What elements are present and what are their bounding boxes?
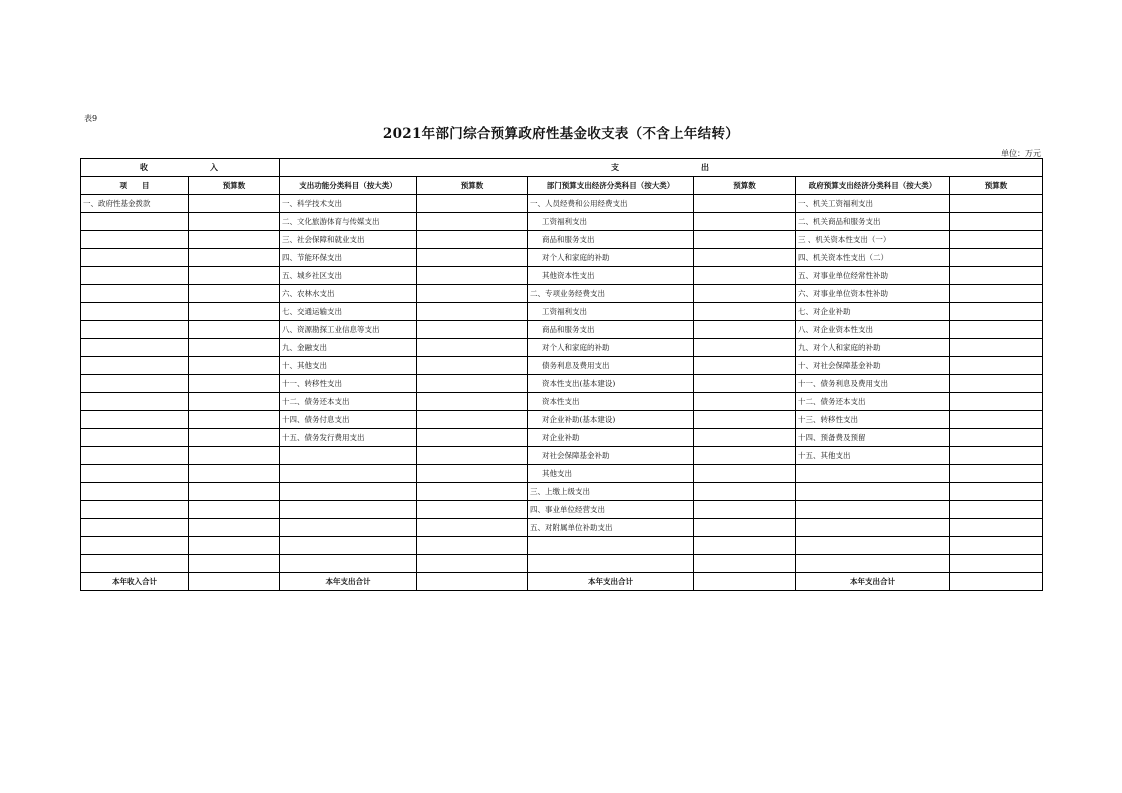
budget-header-3: 预算数 [694,177,796,195]
dept-econ-cell: 债务利息及费用支出 [528,357,694,375]
func-budget-cell [417,465,528,483]
dept-econ-cell: 其他资本性支出 [528,267,694,285]
budget-header-1: 预算数 [189,177,280,195]
income-cell [81,519,189,537]
gov-econ-cell: 四、机关资本性支出（二） [796,249,950,267]
gov-econ-budget-cell [950,195,1043,213]
income-cell [81,411,189,429]
gov-econ-cell [796,483,950,501]
func-budget-cell [417,339,528,357]
totals-row [81,573,1043,591]
dept-econ-budget-cell [694,465,796,483]
gov-econ-budget-cell [950,267,1043,285]
table-row [81,267,1043,285]
income-budget-cell [189,483,280,501]
gov-econ-class-header: 政府预算支出经济分类科目（按大类） [796,177,950,195]
gov-econ-budget-cell [950,339,1043,357]
income-cell [81,285,189,303]
income-total-label: 本年收入合计 [81,573,189,591]
gov-econ-cell [796,537,950,555]
table-row [81,339,1043,357]
table-row [81,411,1043,429]
func-budget-cell [417,555,528,573]
dept-econ-budget-cell [694,357,796,375]
dept-econ-budget-cell [694,483,796,501]
table-row [81,231,1043,249]
item-header: 项 目 [81,177,189,195]
income-cell [81,267,189,285]
gov-econ-budget-cell [950,285,1043,303]
income-cell [81,429,189,447]
dept-econ-budget-cell [694,249,796,267]
expense-total-value-1 [417,573,528,591]
dept-econ-cell: 工资福利支出 [528,213,694,231]
dept-econ-cell: 对企业补助(基本建设) [528,411,694,429]
gov-econ-budget-cell [950,213,1043,231]
dept-econ-budget-cell [694,213,796,231]
income-cell [81,249,189,267]
gov-econ-cell [796,555,950,573]
table-row [81,321,1043,339]
func-budget-cell [417,393,528,411]
func-class-cell: 四、节能环保支出 [280,249,417,267]
dept-econ-budget-cell [694,519,796,537]
func-class-cell: 九、金融支出 [280,339,417,357]
table-row [81,501,1043,519]
dept-econ-budget-cell [694,321,796,339]
dept-econ-budget-cell [694,375,796,393]
dept-econ-cell: 对社会保障基金补助 [528,447,694,465]
income-cell [81,501,189,519]
income-budget-cell [189,537,280,555]
table-row [81,357,1043,375]
func-budget-cell [417,537,528,555]
gov-econ-budget-cell [950,411,1043,429]
income-budget-cell [189,393,280,411]
dept-econ-budget-cell [694,501,796,519]
gov-econ-cell: 十四、预备费及预留 [796,429,950,447]
gov-econ-cell: 五、对事业单位经常性补助 [796,267,950,285]
dept-econ-budget-cell [694,447,796,465]
gov-econ-budget-cell [950,447,1043,465]
income-cell: 一、政府性基金拨款 [81,195,189,213]
dept-econ-budget-cell [694,285,796,303]
gov-econ-budget-cell [950,519,1043,537]
dept-econ-cell: 对企业补助 [528,429,694,447]
table-row [81,537,1043,555]
dept-econ-budget-cell [694,267,796,285]
func-budget-cell [417,213,528,231]
func-class-cell [280,501,417,519]
func-class-cell: 十二、债务还本支出 [280,393,417,411]
dept-econ-budget-cell [694,393,796,411]
func-budget-cell [417,429,528,447]
header-row-2 [81,177,1043,195]
func-budget-cell [417,483,528,501]
table-row [81,303,1043,321]
budget-header-2: 预算数 [417,177,528,195]
income-budget-cell [189,357,280,375]
dept-econ-cell: 四、事业单位经营支出 [528,501,694,519]
budget-table [80,158,1043,591]
dept-econ-cell [528,555,694,573]
income-budget-cell [189,303,280,321]
func-budget-cell [417,447,528,465]
dept-econ-class-header: 部门预算支出经济分类科目（按大类） [528,177,694,195]
table-row [81,519,1043,537]
func-class-cell: 一、科学技术支出 [280,195,417,213]
income-header: 收 入 [81,159,280,177]
func-class-cell [280,465,417,483]
table-row [81,429,1043,447]
dept-econ-cell: 对个人和家庭的补助 [528,249,694,267]
income-budget-cell [189,519,280,537]
income-budget-cell [189,267,280,285]
income-cell [81,555,189,573]
income-budget-cell [189,411,280,429]
dept-econ-cell: 对个人和家庭的补助 [528,339,694,357]
income-cell [81,537,189,555]
dept-econ-cell: 三、上缴上级支出 [528,483,694,501]
table-row [81,249,1043,267]
func-class-cell [280,555,417,573]
func-class-cell: 五、城乡社区支出 [280,267,417,285]
func-budget-cell [417,411,528,429]
table-row [81,285,1043,303]
gov-econ-cell [796,465,950,483]
dept-econ-cell: 资本性支出(基本建设) [528,375,694,393]
gov-econ-cell: 十一、债务利息及费用支出 [796,375,950,393]
dept-econ-budget-cell [694,339,796,357]
dept-econ-budget-cell [694,231,796,249]
gov-econ-cell: 六、对事业单位资本性补助 [796,285,950,303]
gov-econ-budget-cell [950,555,1043,573]
income-cell [81,321,189,339]
func-budget-cell [417,249,528,267]
table-row [81,555,1043,573]
income-cell [81,339,189,357]
income-budget-cell [189,465,280,483]
func-budget-cell [417,375,528,393]
table-row [81,195,1043,213]
table-number: 表9 [84,114,98,123]
func-class-cell: 八、资源勘探工业信息等支出 [280,321,417,339]
func-class-cell: 十四、债务付息支出 [280,411,417,429]
gov-econ-budget-cell [950,375,1043,393]
dept-econ-budget-cell [694,303,796,321]
dept-econ-budget-cell [694,555,796,573]
dept-econ-cell [528,537,694,555]
income-budget-cell [189,321,280,339]
func-class-cell [280,537,417,555]
dept-econ-budget-cell [694,537,796,555]
income-budget-cell [189,375,280,393]
func-budget-cell [417,357,528,375]
func-class-cell: 二、文化旅游体育与传媒支出 [280,213,417,231]
func-budget-cell [417,519,528,537]
income-budget-cell [189,447,280,465]
dept-econ-cell: 资本性支出 [528,393,694,411]
expense-total-value-2 [694,573,796,591]
income-cell [81,231,189,249]
func-budget-cell [417,267,528,285]
budget-header-4: 预算数 [950,177,1043,195]
income-cell [81,213,189,231]
income-cell [81,357,189,375]
income-cell [81,375,189,393]
gov-econ-cell: 十、对社会保障基金补助 [796,357,950,375]
func-class-cell: 十、其他支出 [280,357,417,375]
income-budget-cell [189,231,280,249]
expense-total-label-1: 本年支出合计 [280,573,417,591]
table-row [81,465,1043,483]
income-budget-cell [189,285,280,303]
gov-econ-cell: 八、对企业资本性支出 [796,321,950,339]
func-budget-cell [417,195,528,213]
income-cell [81,447,189,465]
func-class-cell [280,447,417,465]
dept-econ-budget-cell [694,429,796,447]
func-budget-cell [417,321,528,339]
income-budget-cell [189,339,280,357]
func-class-cell [280,519,417,537]
header-row-1 [81,159,1043,177]
dept-econ-budget-cell [694,195,796,213]
income-cell [81,483,189,501]
income-cell [81,393,189,411]
dept-econ-cell: 商品和服务支出 [528,321,694,339]
income-budget-cell [189,213,280,231]
table-row [81,447,1043,465]
gov-econ-budget-cell [950,537,1043,555]
gov-econ-cell: 二、机关商品和服务支出 [796,213,950,231]
func-class-cell: 六、农林水支出 [280,285,417,303]
income-budget-cell [189,195,280,213]
dept-econ-budget-cell [694,411,796,429]
gov-econ-budget-cell [950,393,1043,411]
func-budget-cell [417,285,528,303]
gov-econ-cell: 一、机关工资福利支出 [796,195,950,213]
income-cell [81,303,189,321]
gov-econ-cell: 十二、债务还本支出 [796,393,950,411]
income-budget-cell [189,249,280,267]
table-row [81,213,1043,231]
gov-econ-cell: 十三、转移性支出 [796,411,950,429]
gov-econ-cell [796,501,950,519]
gov-econ-cell: 七、对企业补助 [796,303,950,321]
income-budget-cell [189,501,280,519]
gov-econ-budget-cell [950,501,1043,519]
gov-econ-budget-cell [950,483,1043,501]
func-class-cell: 十一、转移性支出 [280,375,417,393]
func-class-header: 支出功能分类科目（按大类） [280,177,417,195]
income-cell [81,465,189,483]
gov-econ-cell: 十五、其他支出 [796,447,950,465]
expense-total-label-3: 本年支出合计 [796,573,950,591]
table-row [81,483,1043,501]
income-total-value [189,573,280,591]
expense-header: 支 出 [280,159,1043,177]
dept-econ-cell: 其他支出 [528,465,694,483]
income-budget-cell [189,429,280,447]
page-title: 2021年部门综合预算政府性基金收支表（不含上年结转） [382,126,740,142]
gov-econ-budget-cell [950,465,1043,483]
gov-econ-cell [796,519,950,537]
func-budget-cell [417,303,528,321]
unit-label: 单位：万元 [1001,149,1041,158]
income-budget-cell [189,555,280,573]
gov-econ-cell: 九、对个人和家庭的补助 [796,339,950,357]
gov-econ-budget-cell [950,429,1043,447]
func-budget-cell [417,501,528,519]
dept-econ-cell: 工资福利支出 [528,303,694,321]
func-class-cell: 七、交通运输支出 [280,303,417,321]
gov-econ-budget-cell [950,231,1043,249]
gov-econ-budget-cell [950,321,1043,339]
gov-econ-budget-cell [950,357,1043,375]
gov-econ-cell: 三 、机关资本性支出（一） [796,231,950,249]
table-row [81,375,1043,393]
dept-econ-cell: 五、对附属单位补助支出 [528,519,694,537]
gov-econ-budget-cell [950,303,1043,321]
dept-econ-cell: 二、专项业务经费支出 [528,285,694,303]
table-row [81,393,1043,411]
gov-econ-budget-cell [950,249,1043,267]
func-budget-cell [417,231,528,249]
expense-total-value-3 [950,573,1043,591]
expense-total-label-2: 本年支出合计 [528,573,694,591]
func-class-cell: 十五、债务发行费用支出 [280,429,417,447]
dept-econ-cell: 一、人员经费和公用经费支出 [528,195,694,213]
func-class-cell: 三、社会保障和就业支出 [280,231,417,249]
dept-econ-cell: 商品和服务支出 [528,231,694,249]
func-class-cell [280,483,417,501]
